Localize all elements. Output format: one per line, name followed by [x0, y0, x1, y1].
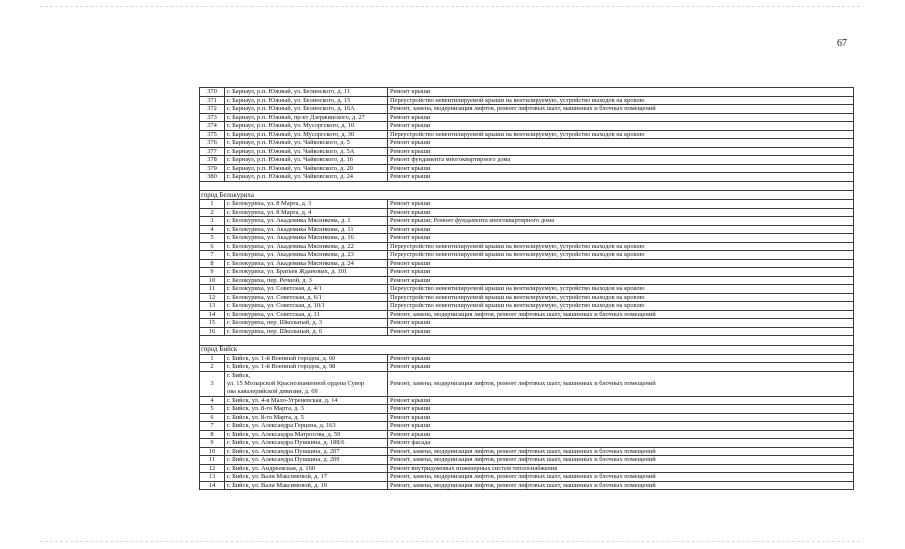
address-cell: г. Барнаул, р.п. Южный, ул. Мусоргского, д. 30 — [225, 130, 388, 139]
address-cell: г. Барнаул, р.п. Южный, ул. Белинского, д. 15 — [225, 96, 388, 105]
section-spacer — [200, 181, 854, 191]
table-row — [200, 327, 854, 336]
section-header-row — [200, 191, 854, 200]
address-line: ова кавалерийской дивизии, д. 69 — [227, 387, 318, 395]
work-type-cell: Переустройство невентилируемой крыши на вентилируемую, устройство выходов на кровлю — [388, 242, 854, 251]
address-cell: г. Белокуриха, ул. Советская, д. 4/1 — [225, 285, 388, 294]
table-row — [200, 456, 854, 465]
table-row — [200, 371, 854, 396]
work-type-cell: Ремонт крыши — [388, 268, 854, 277]
row-number: 16 — [200, 327, 225, 336]
row-number: 15 — [200, 319, 225, 328]
row-number: 9 — [200, 268, 225, 277]
address-cell: г. Бийск, ул. Александра Пушкина, д. 188/6 — [225, 439, 388, 448]
work-type-cell: Ремонт крыши — [388, 200, 854, 209]
work-type-cell: Ремонт крыши — [388, 234, 854, 243]
work-type-cell: Ремонт, замена, модернизация лифтов, ремонт лифтовых шахт, машинных и блочных помещений — [388, 310, 854, 319]
row-number: 12 — [200, 293, 225, 302]
work-type-cell: Ремонт, замена, модернизация лифтов, ремонт лифтовых шахт, машинных и блочных помещений — [388, 105, 854, 114]
address-cell: г. Белокуриха, пер. Речной, д. 3 — [225, 276, 388, 285]
work-type-cell: Ремонт крыши — [388, 363, 854, 372]
table-row — [200, 217, 854, 226]
address-cell: г. Белокуриха, ул. Академика Мясникова, д. 24 — [225, 259, 388, 268]
row-number: 7 — [200, 251, 225, 260]
address-cell: г. Бийск, ул. 8-го Марта, д. 5 — [225, 413, 388, 422]
work-type-cell: Переустройство невентилируемой крыши на вентилируемую, устройство выходов на кровлю — [388, 130, 854, 139]
address-cell: г. Белокуриха, пер. Школьный, д. 6 — [225, 327, 388, 336]
address-cell: г. Белокуриха, ул. Академика Мясникова, д. 16 — [225, 234, 388, 243]
row-number: 7 — [200, 422, 225, 431]
table-row — [200, 354, 854, 363]
address-cell: г. Бийск, ул. Александра Пушкина, д. 207 — [225, 447, 388, 456]
row-number: 14 — [200, 310, 225, 319]
table-row — [200, 481, 854, 490]
table-row — [200, 88, 854, 97]
address-cell: г. Барнаул, р.п. Южный, ул. Чайковского, д. 5А — [225, 147, 388, 156]
table-row — [200, 251, 854, 260]
table-row — [200, 363, 854, 372]
section-header-row — [200, 345, 854, 354]
table-row — [200, 473, 854, 482]
row-number: 375 — [200, 130, 225, 139]
work-type-cell: Ремонт крыши — [388, 225, 854, 234]
scan-edge-bottom — [40, 541, 860, 542]
row-number: 6 — [200, 413, 225, 422]
address-cell: г. Барнаул, р.п. Южный, ул. Белинского, д. 16А — [225, 105, 388, 114]
address-cell: г. Белокуриха, ул. Советская, д. 10/1 — [225, 302, 388, 311]
table-row — [200, 302, 854, 311]
work-type-cell: Ремонт крыши — [388, 430, 854, 439]
work-type-cell: Переустройство невентилируемой крыши на вентилируемую, устройство выходов на кровлю — [388, 96, 854, 105]
table-row — [200, 234, 854, 243]
row-number: 14 — [200, 481, 225, 490]
address-cell: г. Белокуриха, ул. Академика Мясникова, д. 23 — [225, 251, 388, 260]
table-row — [200, 130, 854, 139]
table-row — [200, 405, 854, 414]
row-number: 13 — [200, 302, 225, 311]
work-type-cell: Ремонт, замена, модернизация лифтов, ремонт лифтовых шахт, машинных и блочных помещений — [388, 481, 854, 490]
row-number: 370 — [200, 88, 225, 97]
address-cell: г. Белокуриха, ул. Советская, д. 11 — [225, 310, 388, 319]
work-type-cell: Ремонт крыши — [388, 422, 854, 431]
row-number: 378 — [200, 156, 225, 165]
address-cell: г. Бийск, ул. Александра Герцена, д. 163 — [225, 422, 388, 431]
spacer-cell — [200, 181, 854, 191]
table-row — [200, 396, 854, 405]
address-cell: г. Белокуриха, ул. Советская, д. 6/1 — [225, 293, 388, 302]
table-row — [200, 310, 854, 319]
work-type-cell: Ремонт крыши — [388, 173, 854, 182]
work-type-cell: Ремонт крыши — [388, 164, 854, 173]
work-type-cell: Ремонт, замена, модернизация лифтов, ремонт лифтовых шахт, машинных и блочных помещений — [388, 473, 854, 482]
table-row — [200, 164, 854, 173]
work-type-cell: Ремонт крыши — [388, 208, 854, 217]
row-number: 371 — [200, 96, 225, 105]
address-cell: г. Бийск, ул. 1-й Военный городок, д. 60 — [225, 354, 388, 363]
work-type-cell: Ремонт крыши — [388, 327, 854, 336]
address-cell: г. Белокуриха, ул. 8 Марта, д. 4 — [225, 208, 388, 217]
work-type-cell: Ремонт крыши — [388, 396, 854, 405]
row-number: 379 — [200, 164, 225, 173]
row-number: 374 — [200, 122, 225, 131]
row-number: 2 — [200, 208, 225, 217]
address-cell: г. Барнаул, р.п. Южный, ул. Чайковского, д. 24 — [225, 173, 388, 182]
row-number: 377 — [200, 147, 225, 156]
row-number: 3 — [200, 371, 225, 396]
address-cell: г. Белокуриха, пер. Школьный, д. 3 — [225, 319, 388, 328]
address-cell: г. Барнаул, р.п. Южный, ул. Чайковского, д. 5 — [225, 139, 388, 148]
table-body — [200, 88, 854, 490]
table-row — [200, 225, 854, 234]
row-number: 8 — [200, 259, 225, 268]
address-cell: г. Бийск, ул. 8-го Марта, д. 3 — [225, 405, 388, 414]
table-row — [200, 422, 854, 431]
row-number: 9 — [200, 439, 225, 448]
address-line: ул. 15 Мозырской Краснознаменной ордена Сувор — [227, 379, 365, 387]
work-type-cell: Ремонт крыши — [388, 354, 854, 363]
table-row — [200, 259, 854, 268]
row-number: 5 — [200, 234, 225, 243]
work-type-cell: Ремонт крыши; Ремонт фундамента многоквартирного дома — [388, 217, 854, 226]
work-type-cell: Ремонт фундамента многоквартирного дома — [388, 156, 854, 165]
work-type-cell: Ремонт, замена, модернизация лифтов, ремонт лифтовых шахт, машинных и блочных помещений — [388, 371, 854, 396]
section-spacer — [200, 336, 854, 346]
row-number: 10 — [200, 447, 225, 456]
address-cell: г. Бийск, ул. Александра Пушкина, д. 209 — [225, 456, 388, 465]
row-number: 8 — [200, 430, 225, 439]
row-number: 11 — [200, 456, 225, 465]
row-number: 12 — [200, 464, 225, 473]
row-number: 376 — [200, 139, 225, 148]
work-type-cell: Переустройство невентилируемой крыши на вентилируемую, устройство выходов на кровлю — [388, 293, 854, 302]
work-type-cell: Ремонт крыши — [388, 259, 854, 268]
address-cell: г. Белокуриха, ул. 8 Марта, д. 3 — [225, 200, 388, 209]
work-type-cell: Ремонт крыши — [388, 113, 854, 122]
table-row — [200, 105, 854, 114]
section-title: город Белокуриха — [200, 191, 854, 200]
row-number: 1 — [200, 200, 225, 209]
table-row — [200, 147, 854, 156]
address-cell: г. Бийск, ул. Вали Максимовой, д. 19 — [225, 481, 388, 490]
work-type-cell: Ремонт внутридомовых инженерных систем теплоснабжения — [388, 464, 854, 473]
work-type-cell: Ремонт крыши — [388, 122, 854, 131]
table-row — [200, 413, 854, 422]
work-type-cell: Ремонт крыши — [388, 319, 854, 328]
address-cell — [225, 371, 388, 396]
work-type-cell: Ремонт фасада — [388, 439, 854, 448]
address-cell: г. Барнаул, р.п. Южный, ул. Белинского, д. 11 — [225, 88, 388, 97]
table-row — [200, 173, 854, 182]
work-type-cell: Ремонт крыши — [388, 405, 854, 414]
section-title: город Бийск — [200, 345, 854, 354]
work-type-cell: Ремонт крыши — [388, 88, 854, 97]
row-number: 11 — [200, 285, 225, 294]
address-cell: г. Барнаул, р.п. Южный, ул. Мусоргского, д. 10 — [225, 122, 388, 131]
work-type-cell: Переустройство невентилируемой крыши на вентилируемую, устройство выходов на кровлю — [388, 285, 854, 294]
table-row — [200, 242, 854, 251]
address-line: г. Бийск, — [227, 371, 251, 379]
table-row — [200, 96, 854, 105]
table-row — [200, 156, 854, 165]
address-cell: г. Белокуриха, ул. Академика Мясникова, д. 22 — [225, 242, 388, 251]
address-cell: г. Барнаул, р.п. Южный, ул. Чайковского, д. 16 — [225, 156, 388, 165]
address-cell: г. Бийск, ул. Александра Матросова, д. 59 — [225, 430, 388, 439]
table-row — [200, 208, 854, 217]
row-number: 1 — [200, 354, 225, 363]
page-number: 67 — [837, 38, 847, 49]
row-number: 4 — [200, 225, 225, 234]
row-number: 4 — [200, 396, 225, 405]
address-cell: г. Белокуриха, ул. Братьев Ждановых, д. 101 — [225, 268, 388, 277]
work-type-cell: Ремонт крыши — [388, 413, 854, 422]
row-number: 5 — [200, 405, 225, 414]
address-cell: г. Белокуриха, ул. Академика Мясникова, д. 11 — [225, 225, 388, 234]
scan-edge-top — [40, 6, 860, 7]
table-row — [200, 447, 854, 456]
address-cell: г. Барнаул, р.п. Южный, ул. Чайковского, д. 20 — [225, 164, 388, 173]
table-row — [200, 464, 854, 473]
table-row — [200, 319, 854, 328]
row-number: 3 — [200, 217, 225, 226]
table-row — [200, 276, 854, 285]
repair-program-table — [199, 87, 854, 490]
row-number: 6 — [200, 242, 225, 251]
table-row — [200, 430, 854, 439]
work-type-cell: Ремонт крыши — [388, 147, 854, 156]
work-type-cell: Ремонт, замена, модернизация лифтов, ремонт лифтовых шахт, машинных и блочных помещений — [388, 447, 854, 456]
spacer-cell — [200, 336, 854, 346]
row-number: 13 — [200, 473, 225, 482]
work-type-cell: Ремонт, замена, модернизация лифтов, ремонт лифтовых шахт, машинных и блочных помещений — [388, 456, 854, 465]
work-type-cell: Ремонт крыши — [388, 276, 854, 285]
address-cell: г. Бийск, ул. 1-й Военный городок, д. 98 — [225, 363, 388, 372]
table-row — [200, 139, 854, 148]
table-row — [200, 439, 854, 448]
address-cell: г. Бийск, ул. 4-я Мало-Угреневская, д. 14 — [225, 396, 388, 405]
address-cell: г. Барнаул, р.п. Южный, пр-кт Дзержинского, д. 27 — [225, 113, 388, 122]
table-row — [200, 268, 854, 277]
table-row — [200, 113, 854, 122]
row-number: 373 — [200, 113, 225, 122]
address-cell: г. Бийск, ул. Вали Максимовой, д. 17 — [225, 473, 388, 482]
row-number: 2 — [200, 363, 225, 372]
row-number: 10 — [200, 276, 225, 285]
table-row — [200, 122, 854, 131]
work-type-cell: Переустройство невентилируемой крыши на вентилируемую, устройство выходов на кровлю — [388, 302, 854, 311]
row-number: 380 — [200, 173, 225, 182]
row-number: 372 — [200, 105, 225, 114]
address-cell: г. Бийск, ул. Андреевская, д. 160 — [225, 464, 388, 473]
table-row — [200, 293, 854, 302]
table-row — [200, 200, 854, 209]
table-row — [200, 285, 854, 294]
work-type-cell: Ремонт крыши — [388, 139, 854, 148]
work-type-cell: Переустройство невентилируемой крыши на вентилируемую, устройство выходов на кровлю — [388, 251, 854, 260]
address-cell: г. Белокуриха, ул. Академика Мясникова, д. 1 — [225, 217, 388, 226]
